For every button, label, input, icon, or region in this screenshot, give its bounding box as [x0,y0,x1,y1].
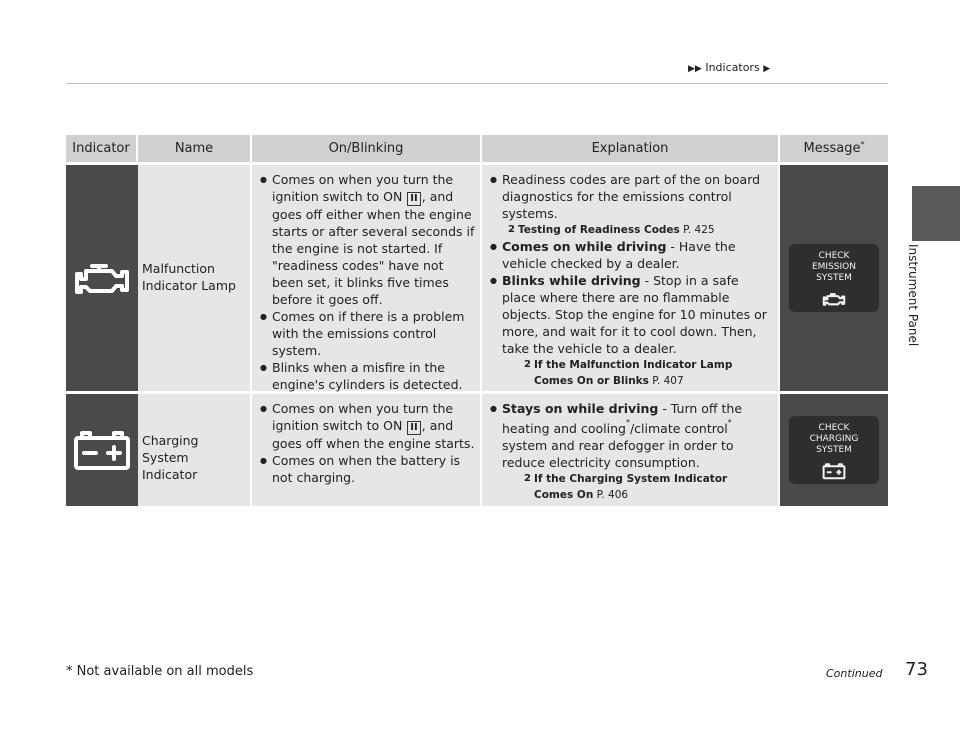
section-title-text: Instrument Panel [906,244,920,347]
breadcrumb-label[interactable]: Indicators [705,61,760,74]
indicator-table [66,135,888,506]
indicator-cell [66,394,138,506]
page-number: 73 [905,659,928,680]
ignition-key-icon: II [407,192,420,206]
header-message [780,135,888,162]
on-blinking-cell [252,165,482,391]
text: Comes on while driving [502,239,667,254]
engine-icon [821,290,847,308]
text: Comes on when you turn the ignition switch to ON [272,401,454,433]
message-display [789,244,879,312]
header-on-blinking: On/Blinking [252,135,482,162]
cross-reference-continued[interactable] [490,487,774,503]
reference-page: P. 406 [596,489,629,502]
cross-reference-link[interactable] [490,471,774,487]
footnote-mark: * [625,418,630,427]
footnote: * Not available on all models [66,664,254,679]
list-item [490,272,774,357]
text: /climate control [629,421,728,437]
table-header [66,135,888,162]
header-rule [66,83,888,84]
cross-reference-link[interactable] [490,222,774,238]
name-line: Malfunction [142,261,215,276]
indicator-cell [66,165,138,391]
text: system and rear defogger in order to reduce electricity consumption. [502,438,734,471]
message-line: EMISSION [811,262,856,272]
cross-reference-link[interactable] [490,357,774,373]
name-line: Indicator Lamp [142,278,236,293]
message-display [789,416,879,484]
section-tab [912,186,960,241]
reference-title: If the Malfunction Indicator Lamp [534,359,733,371]
reference-arrow-icon: 2 [524,359,531,370]
message-line: SYSTEM [816,273,852,283]
reference-title: Comes On or Blinks [534,375,649,387]
message-line: CHECK [818,251,850,261]
on-blinking-cell [252,394,482,506]
list-item [490,400,774,471]
header-message-mark: * [860,140,865,149]
message-cell [780,394,888,506]
explanation-cell [482,394,780,506]
reference-title: If the Charging System Indicator [534,473,728,486]
list-item: ● Readiness codes are part of the on board diagnostics for the emissions control systems. [490,171,774,222]
explanation-cell [482,165,780,391]
battery-icon [822,462,846,480]
engine-icon [72,256,132,300]
breadcrumb-arrow: ▶ [763,64,771,74]
list-item: ● Comes on if there is a problem with the emissions control system. [260,308,476,359]
reference-arrow-icon: 2 [508,224,515,235]
name-line: Indicator [142,467,198,482]
reference-arrow-icon: 2 [524,473,531,485]
list-item [490,238,774,272]
ignition-key-icon: II [407,421,420,435]
table-row [66,165,888,391]
text: Blinks while driving [502,273,641,288]
message-line: SYSTEM [816,445,852,455]
text: , and goes off when the engine starts. [272,418,475,451]
text: Comes on when you turn the ignition switch to ON [272,172,454,204]
battery-icon [72,428,132,472]
footnote-mark: * [727,418,732,427]
name-cell [138,394,252,506]
text: - Stop in a safe place where there are no flammable objects. Stop the engine for 10 minutes or more, and wait for it to cool down. Then, take the vehicle to a dealer. [502,273,767,356]
text: - Have the vehicle checked by a dealer. [502,239,736,271]
message-line: CHARGING [809,434,859,444]
header-message-label: Message [803,141,861,156]
text: Stays on while driving [502,401,659,416]
text: - Turn off the heating and cooling [502,401,743,437]
continued-label: Continued [826,667,883,680]
cross-reference-continued[interactable] [490,373,774,389]
header-indicator: Indicator [66,135,138,162]
breadcrumb-arrows: ▶▶ [688,64,702,74]
message-line: CHECK [818,423,850,433]
reference-title: Comes On [534,489,594,502]
section-title [906,244,936,347]
name-cell [138,165,252,391]
message-cell [780,165,888,391]
list-item: ● Blinks when a misfire in the engine's cylinders is detected. [260,359,476,393]
table-row [66,394,888,506]
name-line: Charging System [142,433,199,465]
reference-title: Testing of Readiness Codes [518,224,680,236]
header-name: Name [138,135,252,162]
reference-page: P. 425 [683,224,715,236]
list-item [260,171,476,308]
text: , and goes off either when the engine starts or after several seconds if the engine is not started. If "readiness codes" have not been set, it blinks five times before it goes off. [272,189,475,307]
reference-page: P. 407 [652,375,684,387]
breadcrumb [688,61,770,74]
header-explanation: Explanation [482,135,780,162]
list-item: ● Comes on when the battery is not charging. [260,452,476,486]
list-item [260,400,476,452]
